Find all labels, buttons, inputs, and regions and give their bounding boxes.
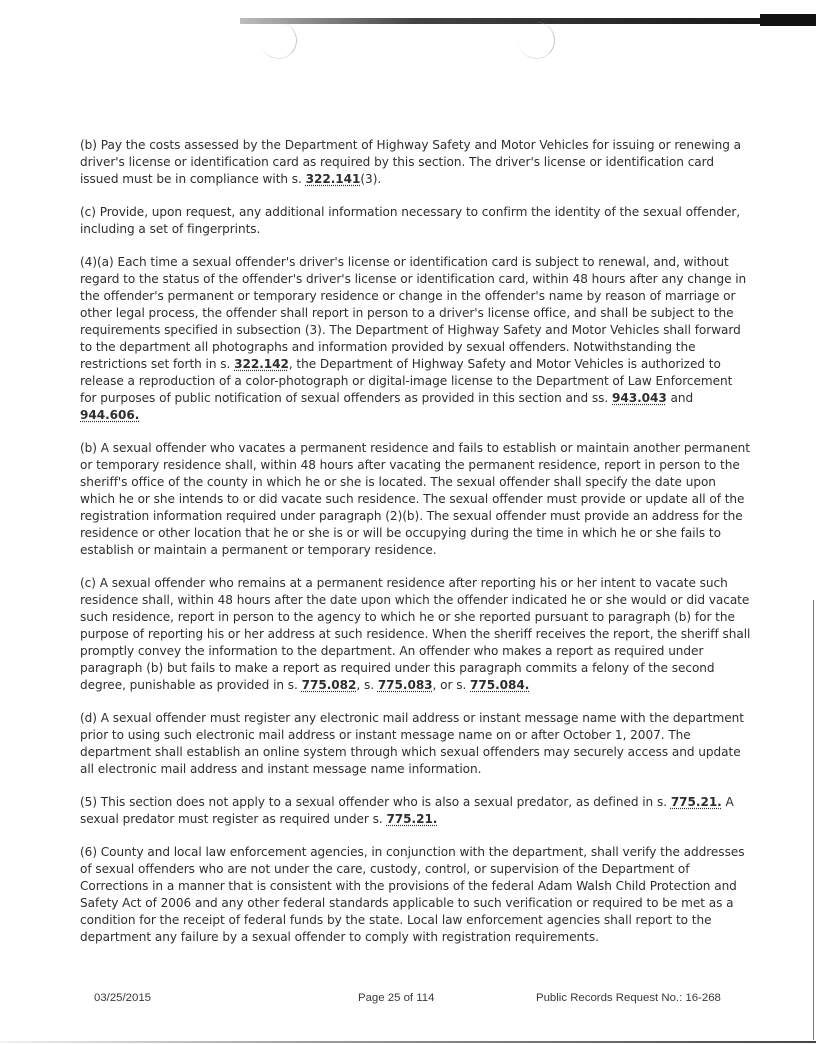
paragraph-d-email [80,710,752,778]
paragraph-text: (c) Provide, upon request, any additional information necessary to confirm the identity of the sexual offender, including a set of fingerprints. [80,205,741,236]
statute-citation-link[interactable]: 775.082 [301,678,357,692]
scan-right-edge [813,600,814,1040]
paragraph-text: A sexual predator must register as required under s. [80,795,734,826]
paragraph-4a-renewal [80,254,752,424]
punch-hole-left [260,22,297,59]
paragraph-b-vacates [80,440,752,559]
paragraph-c-information [80,204,752,238]
statute-citation-link[interactable]: 775.084. [470,678,530,692]
footer-page-number: Page 25 of 114 [358,992,435,1004]
paragraph-c-remains [80,575,752,694]
footer-date: 03/25/2015 [94,992,152,1004]
document-body [80,137,752,946]
paragraph-text: (3). [360,172,382,186]
scan-top-right-edge [760,14,816,26]
paragraph-text: (b) Pay the costs assessed by the Department of Highway Safety and Motor Vehicles for issuing or renewing a driver's license or identification card as required by this section. The driver's license or identification card issued must be in compliance with s. [80,138,741,186]
statute-citation-link[interactable]: 775.083 [377,678,433,692]
punch-hole-right [518,22,555,59]
statute-citation-link[interactable]: 322.142 [234,357,289,371]
statute-citation-link[interactable]: 775.21. [386,812,438,826]
scan-bottom-edge [0,1041,816,1043]
paragraph-text: (b) A sexual offender who vacates a permanent residence and fails to establish or maintain another permanent or temporary residence shall, within 48 hours after vacating the permanent residence, report in person to the sheriff's office of the county in which he or she is located. The sexual offender shall specify the date upon which he or she intends to or did vacate such residence. The sexual offender must provide or update all of the registration information required under paragraph (2)(b). The sexual offender must provide an address for the residence or other location that he or she is or will be occupying during the time in which he or she fails to establish or maintain a permanent or temporary residence. [80,441,750,557]
statute-citation-link[interactable]: 775.21. [670,795,722,809]
paragraph-text: (6) County and local law enforcement agencies, in conjunction with the department, shall verify the addresses of sexual offenders who are not under the care, custody, control, or supervision of the Department of Corrections in a manner that is consistent with the provisions of the federal Adam Walsh Child Protection and Safety Act of 2006 and any other federal standards applicable to such verification or required to be met as a condition for the receipt of federal funds by the state. Local law enforcement agencies shall report to the department any failure by a sexual offender to comply with registration requirements. [80,845,745,944]
footer-request-number: Public Records Request No.: 16-268 [536,992,721,1004]
paragraph-text: (c) A sexual offender who remains at a permanent residence after reporting his or her intent to vacate such residence shall, within 48 hours after the date upon which the offender indicated he or she would or did vacate such residence, report in person to the agency to which he or she reported pursuant to paragraph (b) for the purpose of reporting his or her address at such residence. When the sheriff receives the report, the sheriff shall promptly convey the information to the department. An offender who makes a report as required under paragraph (b) but fails to make a report as required under this paragraph commits a felony of the second degree, punishable as provided in s. [80,576,751,692]
paragraph-text: , or s. [432,678,471,692]
paragraph-5-predator [80,794,752,828]
paragraph-6-verify [80,844,752,946]
paragraph-text: and [666,391,694,405]
paragraph-text: , s. [356,678,378,692]
statute-citation-link[interactable]: 322.141 [305,172,361,186]
statute-citation-link[interactable]: 943.043 [612,391,667,405]
paragraph-text: (4)(a) Each time a sexual offender's driver's license or identification card is subject to renewal, and, without regard to the status of the offender's driver's license or identification card, within 48 hours after any change in the offender's permanent or temporary residence or change in the offender's name by reason of marriage or other legal process, the offender shall report in person to a driver's license office, and shall be subject to the requirements specified in subsection (3). The Department of Highway Safety and Motor Vehicles shall forward to the department all photographs and information provided by sexual offenders. Notwithstanding the restrictions set forth in s. [80,255,747,371]
paragraph-text: (d) A sexual offender must register any electronic mail address or instant message name with the department prior to using such electronic mail address or instant message name on or after October 1, 2007. The department shall establish an online system through which sexual offenders may securely access and update all electronic mail address and instant message name information. [80,711,744,776]
statute-citation-link[interactable]: 944.606. [80,408,140,422]
paragraph-b-costs [80,137,752,188]
paragraph-text: (5) This section does not apply to a sexual offender who is also a sexual predator, as defined in s. [80,795,671,809]
paragraph-text: , the Department of Highway Safety and Motor Vehicles is authorized to release a reproduction of a color-photograph or digital-image license to the Department of Law Enforcement for purposes of public notification of sexual offenders as provided in this section and ss. [80,357,733,405]
